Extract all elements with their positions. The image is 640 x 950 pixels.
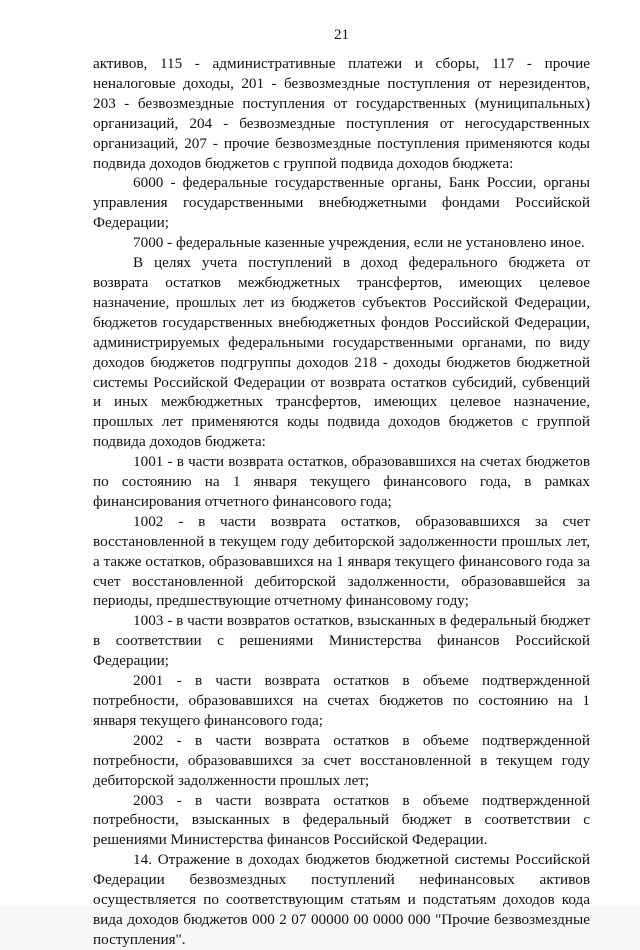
paragraph: 1001 - в части возврата остатков, образовавшихся на счетах бюджетов по состоянию на 1 января текущего финансового года, в рамках финансирования отчетного финансового года; bbox=[93, 453, 590, 510]
paragraph: 2002 - в части возврата остатков в объеме подтвержденной потребности, образовавшихся за счет восстановленной в текущем году дебиторской задолженности прошлых лет; bbox=[93, 731, 590, 789]
paragraph: 7000 - федеральные казенные учреждения, если не установлено иное. bbox=[133, 234, 585, 252]
paragraph: 2003 - в части возврата остатков в объеме подтвержденной потребности, взысканных в федеральный бюджет в соответствии с решениями Министерства финансов Российской Федерации. bbox=[93, 791, 590, 849]
paragraph: 2001 - в части возврата остатков в объеме подтвержденной потребности, образовавшихся на счетах бюджетов по состоянию на 1 января текущего финансового года; bbox=[93, 672, 590, 729]
paragraph: активов, 115 - административные платежи и сборы, 117 - прочие неналоговые доходы, 201 - безвозмездные поступления от нерезидентов, 203 - безвозмездные поступления от государственных (муниципальных) организаций, 204 - безвозмездные поступления от негосударственных организаций, 207 - прочие безвозмездные поступления применяются коды подвида доходов бюджетов с группой подвида доходов бюджета: bbox=[93, 55, 590, 172]
paragraph: 6000 - федеральные государственные органы, Банк России, органы управления государственными внебюджетными фондами Российской Федерации; bbox=[93, 174, 590, 232]
paragraph: 1003 - в части возвратов остатков, взысканных в федеральный бюджет в соответствии с решениями Министерства финансов Российской Федерации; bbox=[93, 612, 590, 670]
document-body bbox=[93, 54, 590, 950]
page-number: 21 bbox=[334, 27, 349, 43]
paragraph: В целях учета поступлений в доход федерального бюджета от возврата остатков межбюджетных трансфертов, имеющих целевое назначение, прошлых лет из бюджетов субъектов Российской Федерации, бюджетов государственных внебюджетных фондов Российской Федерации, администрируемых федеральными государственными органами, по виду доходов бюджетов подгруппы доходов 218 - доходы бюджетов бюджетной системы Российской Федерации от возврата остатков субсидий, субвенций и иных межбюджетных трансфертов, имеющих целевое назначение, прошлых лет применяются коды подвида доходов бюджетов с группой подвида доходов бюджета: bbox=[93, 254, 590, 451]
paragraph: 1002 - в части возврата остатков, образовавшихся за счет восстановленной в текущем году дебиторской задолженности прошлых лет, а также остатков, образовавшихся на 1 января текущего финансового года за счет восстановленной дебиторской задолженности, образовавшейся за периоды, предшествующие отчетному финансовому году; bbox=[93, 512, 590, 610]
paragraph: 14. Отражение в доходах бюджетов бюджетной системы Российской Федерации безвозмездных поступлений нефинансовых активов осуществляется по соответствующим статьям и подстатьям доходов кода вида доходов бюджетов 000 2 07 00000 00 0000 000 "Прочие безвозмездные поступления". bbox=[93, 851, 590, 948]
